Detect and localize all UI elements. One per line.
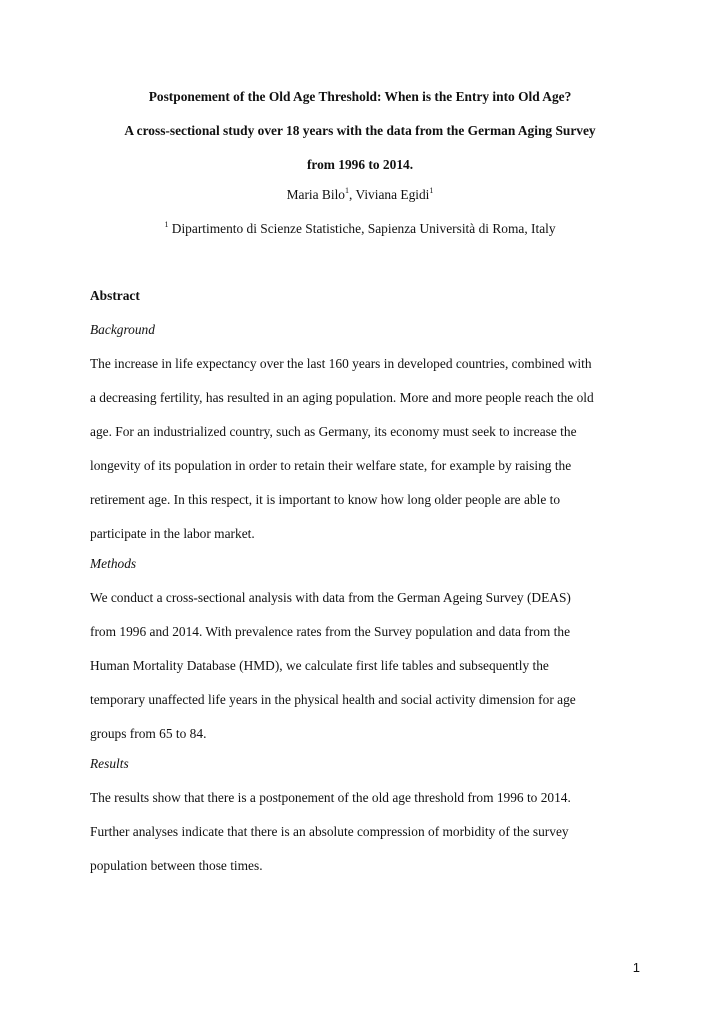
results-line-3: population between those times. [90,858,263,873]
background-line-1: The increase in life expectancy over the last 160 years in developed countries, combined with [90,356,592,371]
affiliation-text: Dipartimento di Scienze Statistiche, Sapienza Università di Roma, Italy [168,221,556,236]
background-line-6: participate in the labor market. [90,526,255,541]
methods-line-3: Human Mortality Database (HMD), we calculate first life tables and subsequently the [90,658,549,673]
results-line-2: Further analyses indicate that there is an absolute compression of morbidity of the survey [90,824,569,839]
background-line-4: longevity of its population in order to retain their welfare state, for example by raising the [90,458,572,473]
background-line-3: age. For an industrialized country, such as Germany, its economy must seek to increase the [90,424,577,439]
methods-line-1: We conduct a cross-sectional analysis with data from the German Ageing Survey (DEAS) [90,590,571,605]
affiliation-mark: 1 [164,220,169,229]
author-2-affiliation-mark: 1 [429,186,434,195]
title-line-3: from 1996 to 2014. [306,157,414,172]
title-line-2: A cross-sectional study over 18 years with the data from the German Aging Survey [124,123,596,138]
results-heading: Results [90,756,129,771]
methods-line-5: groups from 65 to 84. [90,726,207,741]
author-1: Maria Bilo [286,187,345,202]
results-line-1: The results show that there is a postponement of the old age threshold from 1996 to 2014. [90,790,571,805]
page-number: 1 [632,960,640,975]
title-line-1: Postponement of the Old Age Threshold: When is the Entry into Old Age? [148,89,572,104]
author-separator: , [348,187,356,202]
affiliation-line [0,221,720,237]
author-2: Viviana Egidi [355,187,430,202]
methods-line-2: from 1996 and 2014. With prevalence rates from the Survey population and data from the [90,624,571,639]
background-line-2: a decreasing fertility, has resulted in an aging population. More and more people reach the old [90,390,594,405]
abstract-heading: Abstract [90,288,140,303]
author-line [0,187,720,203]
author-1-affiliation-mark: 1 [344,186,349,195]
background-line-5: retirement age. In this respect, it is important to know how long older people are able to [90,492,561,507]
methods-line-4: temporary unaffected life years in the physical health and social activity dimension for age [90,692,576,707]
methods-heading: Methods [90,556,137,571]
background-heading: Background [90,322,155,337]
